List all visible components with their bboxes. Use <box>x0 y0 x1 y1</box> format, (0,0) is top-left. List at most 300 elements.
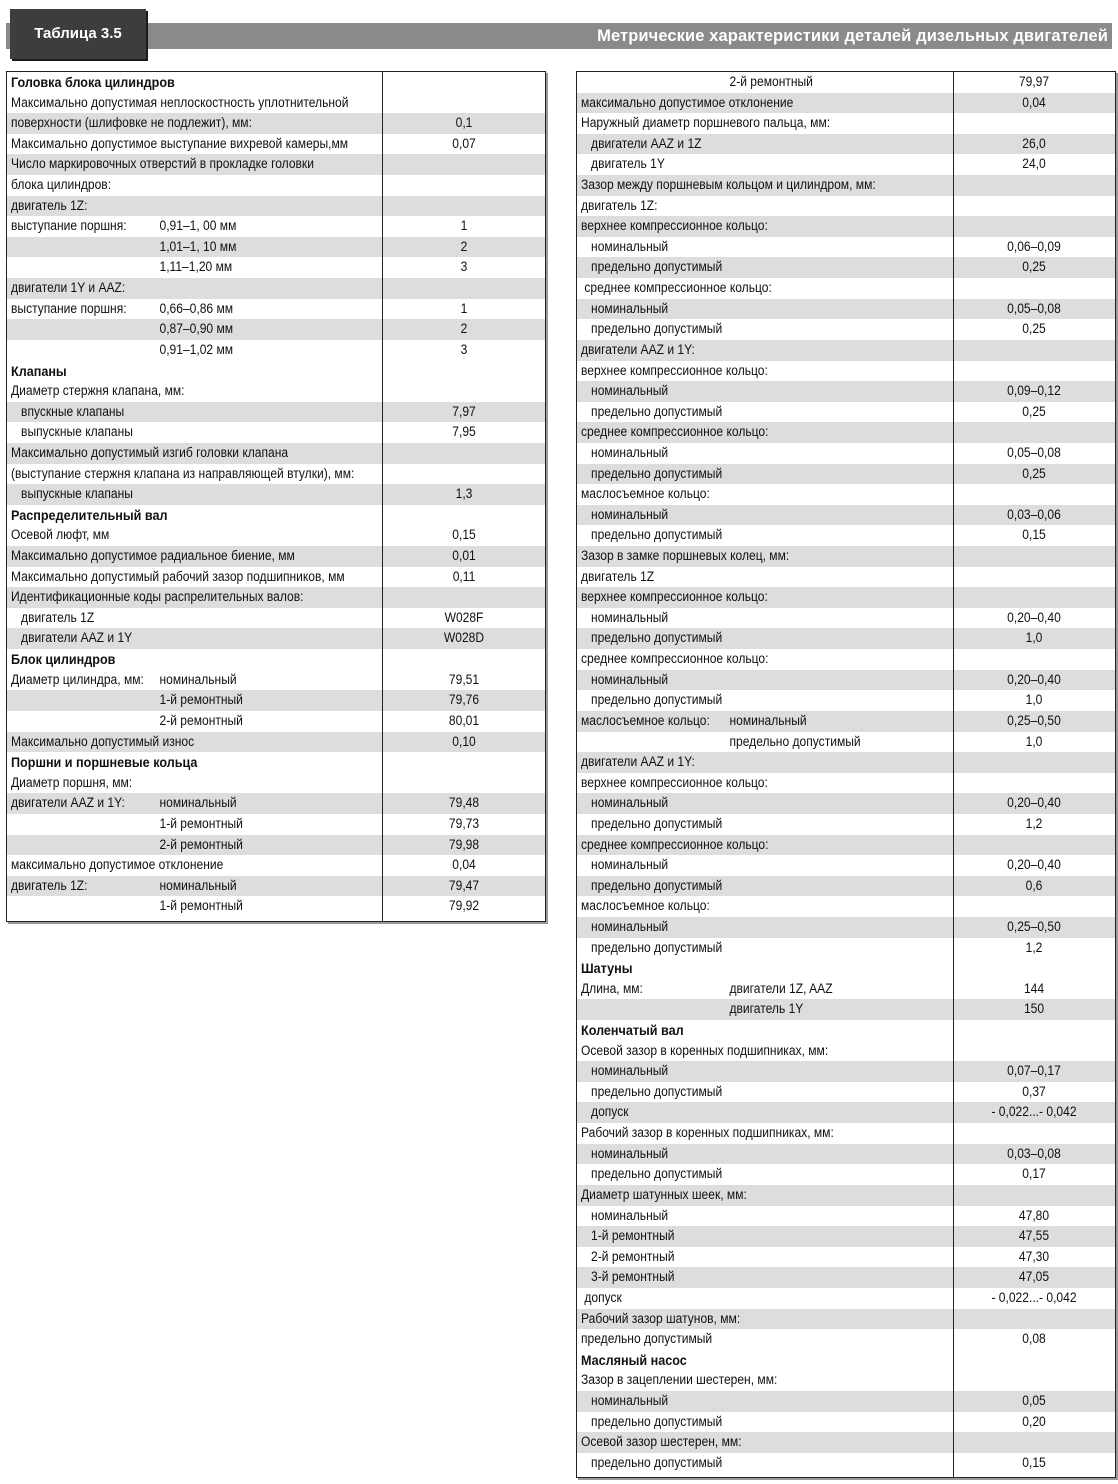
table-row <box>577 237 1115 258</box>
section-heading-row <box>7 505 545 526</box>
parameter-label: среднее компрессионное кольцо: <box>581 424 769 440</box>
parameter-label: предельно допустимый <box>581 465 723 481</box>
parameter-cell <box>581 319 914 340</box>
parameter-label: двигатель 1Y <box>581 156 665 172</box>
table-row <box>577 422 1115 443</box>
value-cell <box>961 1185 1107 1206</box>
value-cell: 2 <box>460 238 468 254</box>
parameter-label: выступание поршня: <box>11 300 127 316</box>
left-table-rows <box>7 72 545 917</box>
table-row <box>577 608 1115 629</box>
parameter-label: предельно допустимый <box>581 321 723 337</box>
parameter-label: выпускные клапаны <box>11 424 133 440</box>
parameter-label: номинальный <box>581 795 669 811</box>
parameter-label: среднее компрессионное кольцо: <box>581 836 769 852</box>
parameter-cell <box>581 1247 914 1268</box>
table-row <box>577 1432 1115 1453</box>
value-cell <box>961 113 1107 134</box>
table-row <box>7 835 545 856</box>
table-row <box>577 464 1115 485</box>
value-cell <box>391 464 537 485</box>
value-cell: 0,20–0,40 <box>1007 671 1061 687</box>
parameter-label: 2-й ремонтный <box>581 1248 675 1264</box>
parameter-sublabel: номинальный <box>159 671 237 687</box>
value-cell <box>961 196 1107 217</box>
parameter-cell <box>581 999 914 1020</box>
table-row <box>7 732 545 753</box>
parameter-label: двигатели AAZ и 1Z <box>581 135 702 151</box>
parameter-label: верхнее компрессионное кольцо: <box>581 218 768 234</box>
parameter-cell <box>11 93 349 114</box>
table-row <box>577 1288 1115 1309</box>
parameter-label: номинальный <box>581 300 669 316</box>
parameter-cell <box>11 587 344 608</box>
value-cell: 0,1 <box>455 115 473 131</box>
value-cell: - 0,022...- 0,042 <box>991 1104 1077 1120</box>
value-cell <box>961 567 1107 588</box>
value-cell: 0,15 <box>1022 527 1046 543</box>
parameter-label: Диаметр цилиндра, мм: <box>11 671 144 687</box>
table-row <box>7 154 545 175</box>
parameter-label: Число маркировочных отверстий в прокладке головки <box>11 156 314 172</box>
parameter-label: Идентификационные коды распрелительных валов: <box>11 589 304 605</box>
parameter-label: Максимально допустимый рабочий зазор подшипников, мм <box>11 568 345 584</box>
parameter-label: (выступание стержня клапана из направляющей втулки), мм: <box>11 465 355 481</box>
table-row <box>7 93 545 114</box>
parameter-label: Максимально допустимая неплоскостность уплотнительной <box>11 94 349 110</box>
parameter-cell <box>581 546 914 567</box>
parameter-label: предельно допустимый <box>581 1413 723 1429</box>
table-row <box>7 402 545 423</box>
value-cell: 0,01 <box>452 548 476 564</box>
parameter-cell <box>11 711 344 732</box>
parameter-sublabel: номинальный <box>159 795 237 811</box>
parameter-cell <box>581 711 914 732</box>
parameter-label: предельно допустимый <box>581 939 723 955</box>
table-row <box>577 999 1115 1020</box>
value-cell: 79,98 <box>448 836 480 852</box>
table-row <box>577 896 1115 917</box>
table-row <box>7 257 545 278</box>
parameter-cell <box>11 340 344 361</box>
table-row <box>7 237 545 258</box>
parameter-cell <box>11 381 344 402</box>
value-cell <box>961 1041 1107 1062</box>
value-cell <box>961 752 1107 773</box>
parameter-label: предельно допустимый <box>581 815 723 831</box>
value-cell: 150 <box>1023 1001 1045 1017</box>
parameter-label: Максимально допустимое радиальное биение, мм <box>11 548 295 564</box>
value-cell: 0,25 <box>1022 259 1046 275</box>
value-cell <box>961 278 1107 299</box>
value-cell <box>391 505 537 526</box>
parameter-cell <box>11 299 344 320</box>
parameter-cell <box>11 402 344 423</box>
parameter-sublabel: 0,91–1, 00 мм <box>159 218 237 234</box>
value-cell: 0,20 <box>1022 1413 1046 1429</box>
value-cell: 0,25–0,50 <box>1007 712 1061 728</box>
parameter-label: номинальный <box>581 609 669 625</box>
value-cell <box>391 196 537 217</box>
parameter-sublabel: 1,11–1,20 мм <box>159 259 233 275</box>
parameter-label: Осевой зазор шестерен, мм: <box>581 1434 742 1450</box>
value-cell <box>391 752 537 773</box>
table-row <box>577 278 1115 299</box>
parameter-label: впускные клапаны <box>11 403 125 419</box>
parameter-label: Зазор между поршневым кольцом и цилиндром, мм: <box>581 177 876 193</box>
value-cell <box>961 216 1107 237</box>
parameter-cell <box>11 876 344 897</box>
parameter-sublabel: номинальный <box>159 877 237 893</box>
parameter-label: двигатели AAZ и 1Y: <box>11 795 125 811</box>
parameter-sublabel: 1-й ремонтный <box>159 815 243 831</box>
parameter-sublabel: 2-й ремонтный <box>159 712 243 728</box>
table-row <box>577 979 1115 1000</box>
value-cell: 0,06–0,09 <box>1007 238 1061 254</box>
section-heading-row <box>577 1020 1115 1041</box>
value-cell: 47,05 <box>1018 1269 1050 1285</box>
parameter-label: верхнее компрессионное кольцо: <box>581 774 768 790</box>
section-title <box>581 958 914 979</box>
parameter-label: двигатели AAZ и 1Y: <box>581 754 695 770</box>
parameter-cell <box>11 546 344 567</box>
value-cell: 0,05 <box>1022 1393 1046 1408</box>
left-table <box>6 71 546 922</box>
parameter-cell <box>581 835 914 856</box>
table-row <box>577 1082 1115 1103</box>
parameter-label: среднее компрессионное кольцо: <box>581 651 769 667</box>
table-row <box>577 1041 1115 1062</box>
section-title <box>11 361 344 382</box>
value-cell <box>391 649 537 670</box>
parameter-label: поверхности (шлифовке не подлежит), мм: <box>11 115 252 131</box>
table-row <box>577 670 1115 691</box>
value-cell: 0,20–0,40 <box>1007 795 1061 811</box>
value-cell: 0,15 <box>452 527 476 543</box>
value-cell: - 0,022...- 0,042 <box>991 1289 1077 1305</box>
parameter-label: предельно допустимый <box>581 877 723 893</box>
parameter-cell <box>581 876 914 897</box>
parameter-cell <box>581 464 914 485</box>
value-cell: 47,80 <box>1018 1207 1050 1223</box>
parameter-cell <box>581 505 914 526</box>
value-cell: 79,92 <box>448 898 480 914</box>
table-row <box>577 628 1115 649</box>
parameter-label: маслосъемное кольцо: <box>581 898 710 914</box>
parameter-label: предельно допустимый <box>581 259 723 275</box>
parameter-label: допуск <box>581 1289 622 1305</box>
value-cell <box>961 1020 1107 1041</box>
value-cell: 1,2 <box>1025 939 1043 955</box>
parameter-cell <box>581 1061 914 1082</box>
parameter-label: верхнее компрессионное кольцо: <box>581 362 768 378</box>
table-row <box>577 196 1115 217</box>
parameter-cell <box>581 422 914 443</box>
parameter-cell <box>581 1082 914 1103</box>
table-row <box>7 896 545 917</box>
parameter-label: маслосъемное кольцо: <box>581 712 710 728</box>
parameter-sublabel: 1-й ремонтный <box>159 898 243 914</box>
parameter-sublabel: 1-й ремонтный <box>159 692 243 708</box>
parameter-cell <box>11 628 344 649</box>
value-cell: 0,20–0,40 <box>1007 857 1061 873</box>
parameter-cell <box>581 1412 914 1433</box>
table-row <box>577 567 1115 588</box>
value-cell <box>391 93 537 114</box>
parameter-cell <box>581 237 914 258</box>
parameter-cell <box>581 587 914 608</box>
parameter-cell <box>11 773 344 794</box>
parameter-cell <box>581 567 914 588</box>
section-heading-row <box>577 1350 1115 1371</box>
parameter-cell <box>581 1226 914 1247</box>
parameter-label: номинальный <box>581 383 669 399</box>
parameter-cell <box>581 216 914 237</box>
value-cell <box>961 649 1107 670</box>
value-cell <box>391 443 537 464</box>
value-cell: 0,25–0,50 <box>1007 918 1061 934</box>
parameter-cell <box>11 422 344 443</box>
parameter-cell <box>11 835 344 856</box>
table-row <box>7 319 545 340</box>
value-cell <box>391 587 537 608</box>
parameter-label: предельно допустимый <box>581 1166 723 1182</box>
parameter-label: номинальный <box>581 1145 669 1161</box>
value-cell: 1 <box>460 218 468 234</box>
value-cell: 0,10 <box>452 733 476 749</box>
value-cell: 144 <box>1023 980 1045 996</box>
table-row <box>7 216 545 237</box>
column-divider <box>953 72 954 1477</box>
table-row <box>577 319 1115 340</box>
value-cell: 0,05–0,08 <box>1007 444 1061 460</box>
table-row <box>7 773 545 794</box>
value-cell: 0,17 <box>1022 1166 1046 1182</box>
parameter-label: максимально допустимое отклонение <box>11 857 224 873</box>
parameter-label: Диаметр поршня, мм: <box>11 774 133 790</box>
table-row <box>577 1453 1115 1474</box>
parameter-label: Осевой люфт, мм <box>11 527 110 543</box>
parameter-cell <box>11 134 349 155</box>
value-cell <box>961 835 1107 856</box>
parameter-label: маслосъемное кольцо: <box>581 486 710 502</box>
table-row <box>577 814 1115 835</box>
parameter-cell <box>581 402 914 423</box>
parameter-cell <box>581 257 914 278</box>
value-cell: 47,30 <box>1018 1248 1050 1264</box>
value-cell: 3 <box>460 259 468 275</box>
value-cell <box>391 278 537 299</box>
section-heading-row <box>7 72 545 93</box>
parameter-cell <box>11 670 344 691</box>
parameter-cell <box>581 1206 914 1227</box>
parameter-label: выпускные клапаны <box>11 486 133 502</box>
table-row <box>577 1329 1115 1350</box>
parameter-label: номинальный <box>581 671 669 687</box>
table-row <box>7 381 545 402</box>
parameter-cell <box>11 464 355 485</box>
parameter-sublabel: номинальный <box>729 712 807 728</box>
parameter-cell <box>581 361 914 382</box>
parameter-cell <box>581 1267 914 1288</box>
parameter-cell <box>11 257 344 278</box>
section-title <box>581 1020 914 1041</box>
value-cell <box>961 1123 1107 1144</box>
parameter-cell <box>11 196 344 217</box>
parameter-cell <box>11 690 344 711</box>
parameter-cell <box>11 443 344 464</box>
table-row <box>577 649 1115 670</box>
table-row <box>577 1391 1115 1412</box>
parameter-label: Осевой зазор в коренных подшипниках, мм: <box>581 1042 829 1058</box>
parameter-label: Рабочий зазор в коренных подшипниках, мм: <box>581 1125 834 1141</box>
parameter-cell <box>11 608 344 629</box>
value-cell <box>961 1309 1107 1330</box>
parameter-label: Поршни и поршневые кольца <box>11 754 198 771</box>
table-row <box>7 175 545 196</box>
table-row <box>7 546 545 567</box>
table-row <box>7 567 545 588</box>
value-cell: 47,55 <box>1018 1228 1050 1244</box>
table-row <box>577 525 1115 546</box>
table-row <box>577 1144 1115 1165</box>
parameter-cell <box>11 154 344 175</box>
parameter-label: номинальный <box>581 918 669 934</box>
parameter-cell <box>581 896 914 917</box>
value-cell <box>961 422 1107 443</box>
parameter-cell <box>581 525 914 546</box>
table-row <box>577 299 1115 320</box>
parameter-cell <box>11 896 344 917</box>
parameter-label: Головка блока цилиндров <box>11 74 175 90</box>
parameter-cell <box>11 855 344 876</box>
table-row <box>7 113 545 134</box>
parameter-label: предельно допустимый <box>581 692 723 708</box>
parameter-label: двигатели 1Y и AAZ: <box>11 280 126 296</box>
section-title <box>11 649 344 670</box>
value-cell: 0,20–0,40 <box>1007 609 1061 625</box>
value-cell: 0,07–0,17 <box>1007 1063 1061 1079</box>
table-row <box>7 628 545 649</box>
parameter-sublabel: двигатели 1Z, AAZ <box>729 980 833 996</box>
parameter-cell <box>581 196 914 217</box>
parameter-sublabel: 2-й ремонтный <box>729 74 813 89</box>
value-cell: 0,25 <box>1022 321 1046 337</box>
parameter-label: двигатель 1Z <box>581 568 655 584</box>
value-cell: 0,09–0,12 <box>1007 383 1061 399</box>
value-cell: 1 <box>460 300 468 316</box>
parameter-label: допуск <box>581 1104 629 1120</box>
table-row <box>577 690 1115 711</box>
parameter-sublabel: 0,66–0,86 мм <box>159 300 234 316</box>
parameter-cell <box>581 113 914 134</box>
value-cell <box>961 1432 1107 1453</box>
value-cell <box>961 546 1107 567</box>
parameter-label: верхнее компрессионное кольцо: <box>581 589 768 605</box>
parameter-cell <box>581 340 914 361</box>
parameter-cell <box>581 979 914 1000</box>
value-cell: 0,25 <box>1022 403 1046 419</box>
value-cell: 3 <box>460 341 468 357</box>
value-cell <box>961 175 1107 196</box>
parameter-label: двигатели AAZ и 1Y: <box>581 341 695 357</box>
parameter-cell <box>11 567 344 588</box>
value-cell: 1,3 <box>455 486 473 502</box>
parameter-cell <box>581 690 914 711</box>
value-cell <box>961 896 1107 917</box>
parameter-cell <box>581 1288 914 1309</box>
parameter-sublabel: 0,91–1,02 мм <box>159 341 234 357</box>
section-heading-row <box>577 958 1115 979</box>
value-cell: 1,0 <box>1025 733 1043 749</box>
table-row <box>577 154 1115 175</box>
table-row <box>577 732 1115 753</box>
parameter-label: двигатели AAZ и 1Y <box>11 630 133 646</box>
table-row <box>577 876 1115 897</box>
parameter-cell <box>581 628 914 649</box>
parameter-label: Длина, мм: <box>581 980 643 996</box>
parameter-label: предельно допустимый <box>581 527 723 543</box>
parameter-cell <box>11 216 344 237</box>
table-row <box>577 216 1115 237</box>
parameter-label: Диаметр шатунных шеек, мм: <box>581 1186 747 1202</box>
parameter-cell <box>581 814 914 835</box>
value-cell <box>391 72 537 93</box>
value-cell: 7,97 <box>452 403 476 419</box>
table-row <box>577 93 1115 114</box>
parameter-sublabel: двигатель 1Y <box>729 1001 804 1017</box>
value-cell: 0,03–0,06 <box>1007 506 1061 522</box>
parameter-cell <box>11 278 344 299</box>
table-row <box>577 1226 1115 1247</box>
value-cell: 0,37 <box>1022 1083 1046 1099</box>
parameter-cell <box>581 381 914 402</box>
table-row <box>7 196 545 217</box>
parameter-cell <box>581 732 914 753</box>
parameter-label: номинальный <box>581 1207 669 1223</box>
parameter-label: Максимально допустимое выступание вихревой камеры,мм <box>11 135 349 151</box>
table-row <box>7 876 545 897</box>
table-row <box>577 443 1115 464</box>
table-row <box>7 278 545 299</box>
parameter-cell <box>581 154 914 175</box>
parameter-cell <box>581 1185 914 1206</box>
parameter-cell <box>581 1309 914 1330</box>
table-row <box>577 402 1115 423</box>
table-row <box>577 1164 1115 1185</box>
parameter-label: Клапаны <box>11 362 67 379</box>
value-cell: 79,73 <box>448 815 480 831</box>
value-cell: 0,6 <box>1025 877 1043 893</box>
parameter-cell <box>581 484 914 505</box>
table-row <box>577 1206 1115 1227</box>
parameter-cell <box>581 649 914 670</box>
parameter-cell <box>581 1391 914 1412</box>
value-cell: 0,04 <box>1022 94 1046 110</box>
parameter-cell <box>581 608 914 629</box>
table-row <box>577 1185 1115 1206</box>
value-cell: 0,15 <box>1022 1454 1046 1470</box>
value-cell: 2 <box>460 321 468 337</box>
parameter-cell <box>11 237 344 258</box>
parameter-cell <box>581 443 914 464</box>
table-row <box>577 113 1115 134</box>
value-cell <box>961 958 1107 979</box>
parameter-cell <box>581 773 914 794</box>
parameter-label: предельно допустимый <box>581 1083 723 1099</box>
value-cell <box>961 484 1107 505</box>
parameter-cell <box>11 525 344 546</box>
